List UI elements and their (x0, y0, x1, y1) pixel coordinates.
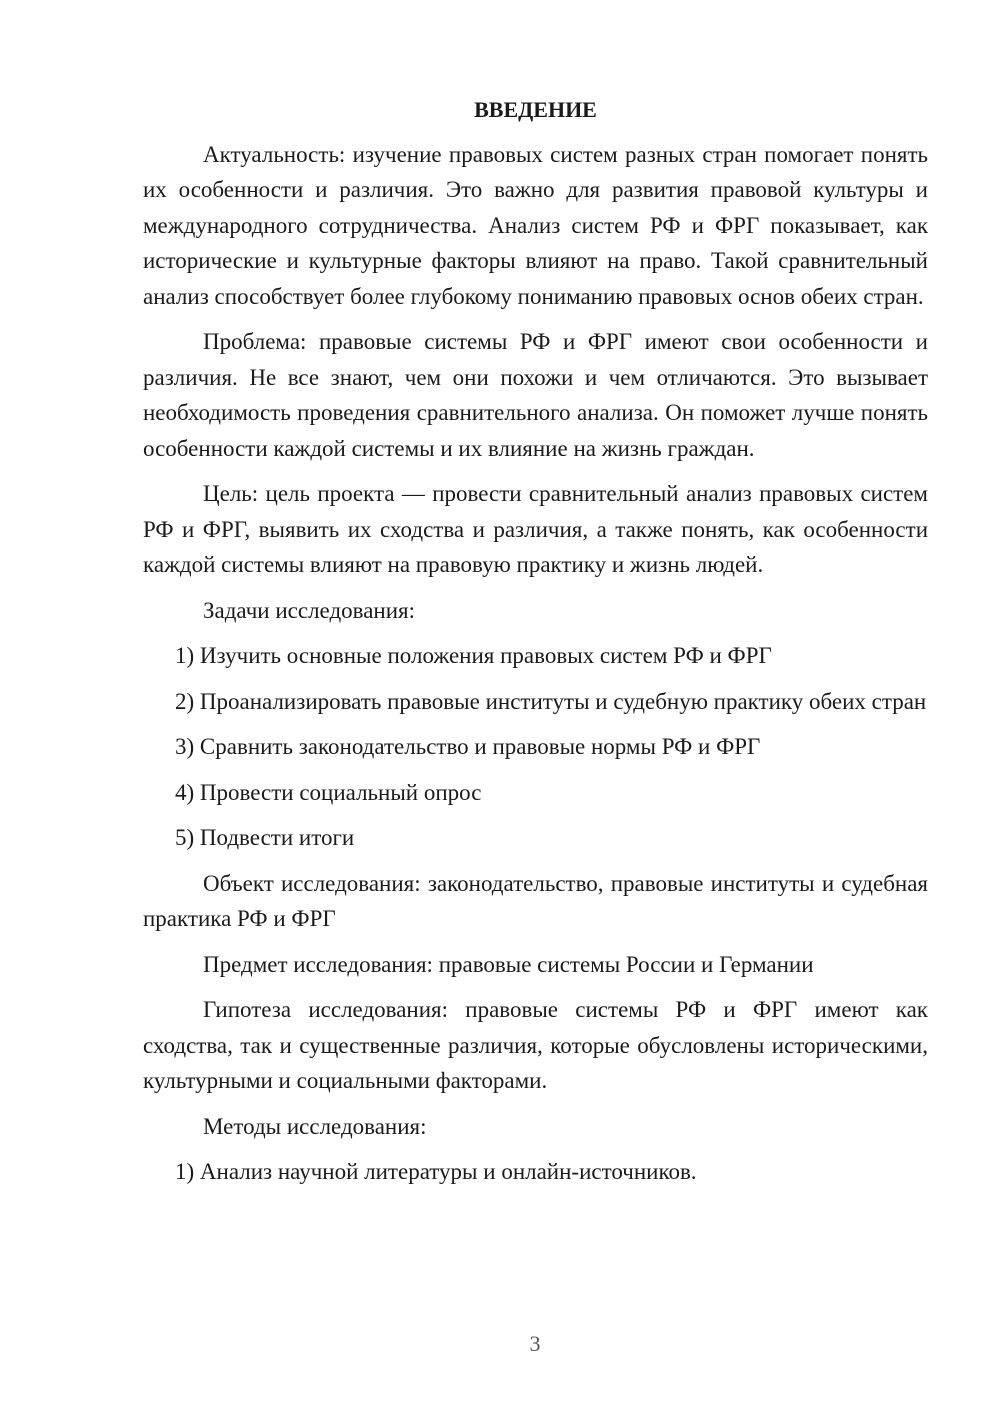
section-title: ВВЕДЕНИЕ (474, 97, 597, 122)
method-item: 1) Анализ научной литературы и онлайн-источников. (175, 1159, 697, 1184)
subject-paragraph: Предмет исследования: правовые системы России и Германии (203, 951, 814, 977)
problem-paragraph: Проблема: правовые системы РФ и ФРГ имеют свои особенности и различия. Не все знают, чем они похожи и чем отличаются. Это вызывает необходимость проведения сравнительного анализа. Он поможет лучше понять особенности каждой системы и их влияние на жизнь граждан. (143, 329, 928, 461)
methods-heading: Методы исследования: (203, 1113, 427, 1139)
task-item: 3) Сравнить законодательство и правовые нормы РФ и ФРГ (175, 734, 761, 759)
page-content (143, 92, 928, 1200)
task-item: 2) Проанализировать правовые институты и судебную практику обеих стран (175, 688, 927, 714)
hypothesis-paragraph: Гипотеза исследования: правовые системы РФ и ФРГ имеют как сходства, так и существенные различия, которые обусловлены историческими, культурными и социальными факторами. (143, 997, 928, 1093)
tasks-heading: Задачи исследования: (203, 597, 416, 623)
goal-paragraph: Цель: цель проекта — провести сравнительный анализ правовых систем РФ и ФРГ, выявить их сходства и различия, а также понять, как особенности каждой системы влияют на правовую практику и жизнь людей. (143, 481, 928, 577)
task-item: 1) Изучить основные положения правовых систем РФ и ФРГ (175, 643, 772, 668)
task-item: 5) Подвести итоги (175, 825, 355, 850)
page-number: 3 (529, 1331, 541, 1356)
relevance-paragraph: Актуальность: изучение правовых систем разных стран помогает понять их особенности и различия. Это важно для развития правовой культуры и международного сотрудничества. Анализ систем РФ и ФРГ показывает, как исторические и культурные факторы влияют на право. Такой сравнительный анализ способствует более глубокому пониманию правовых основ обеих стран. (143, 141, 928, 309)
object-paragraph: Объект исследования: законодательство, правовые институты и судебная практика РФ и ФРГ (143, 870, 928, 931)
task-item: 4) Провести социальный опрос (175, 779, 482, 805)
